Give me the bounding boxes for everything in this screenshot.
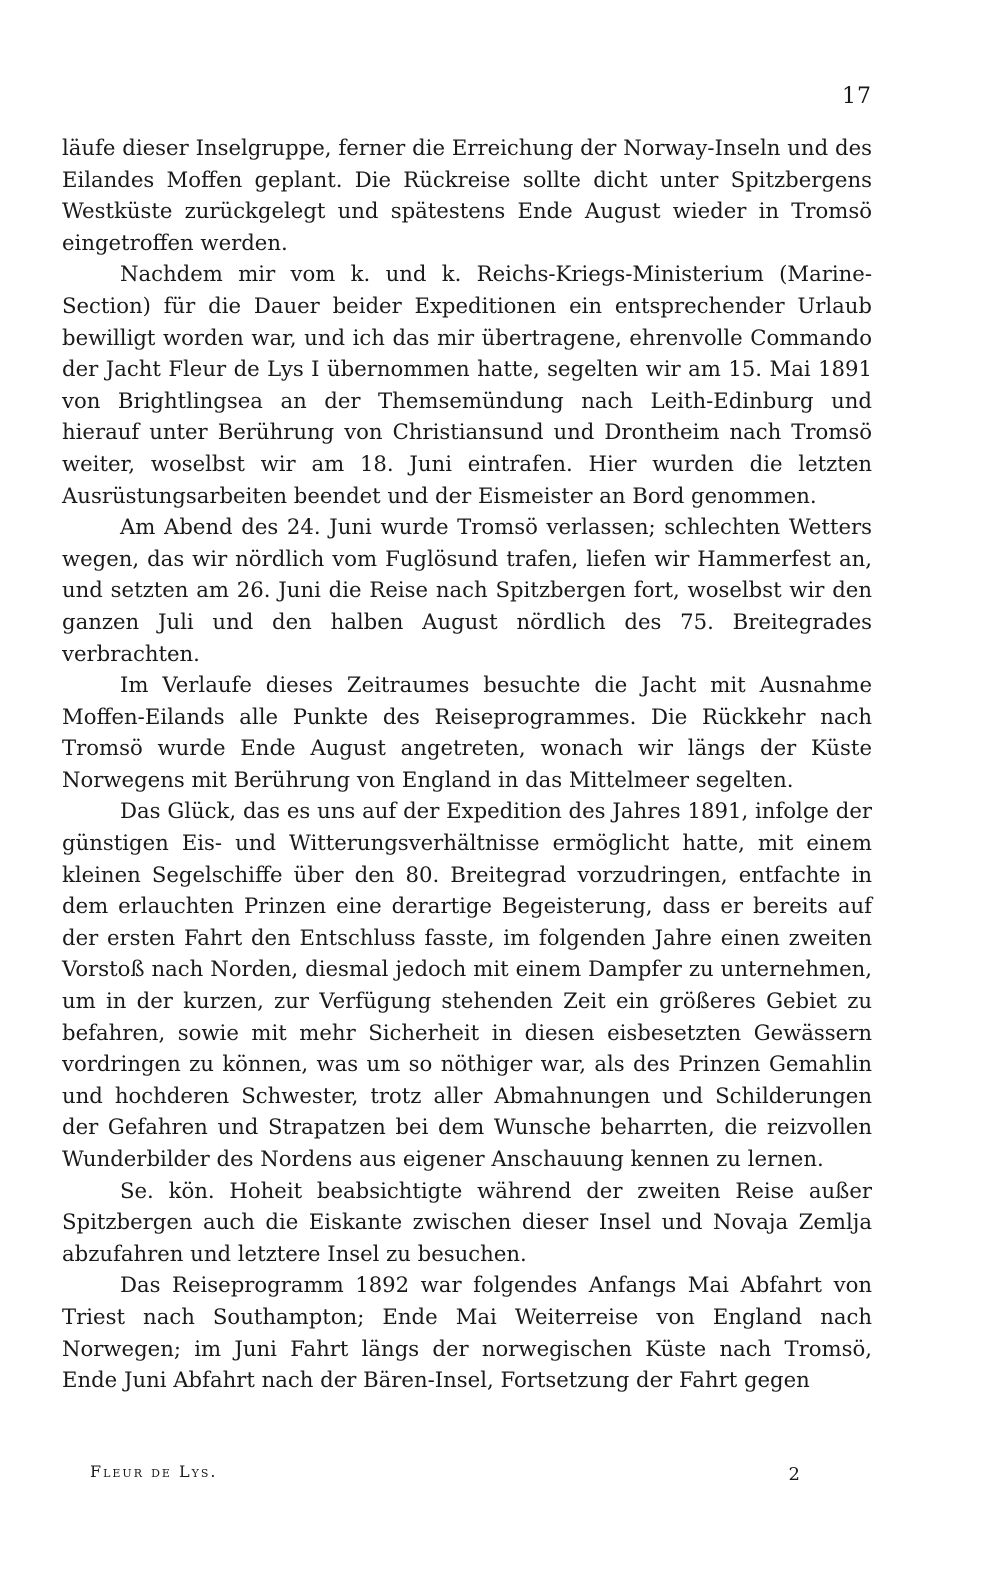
paragraph-5: Das Glück, das es uns auf der Expedition des Jahres 1891, infolge der günstigen Eis- und Witterungsverhältnisse ermöglicht hatte, mit einem kleinen Segelschiffe über den 80. Breitegrad vorzudringen, entfachte in dem erlauchten Prinzen eine derartige Begeisterung, dass er bereits auf der ersten Fahrt den Entschluss fasste, im folgenden Jahre einen zweiten Vorstoß nach Norden, diesmal jedoch mit einem Dampfer zu unternehmen, um in der kurzen, zur Verfügung stehenden Zeit ein größeres Gebiet zu befahren, sowie mit mehr Sicherheit in diesen eisbesetzten Gewässern vordringen zu können, was um so nöthiger war, als des Prinzen Gemahlin und hochderen Schwester, trotz aller Abmahnungen und Schilderungen der Gefahren und Strapatzen bei dem Wunsche beharrten, die reizvollen Wunderbilder des Nordens aus eigener Anschauung kennen zu lernen. bbox=[62, 798, 872, 1171]
paragraph-6: Se. kön. Hoheit beabsichtigte während der zweiten Reise außer Spitzbergen auch die Eiskante zwischen dieser Insel und Novaja Zemlja abzufahren und letztere Insel zu besuchen. bbox=[62, 1177, 872, 1266]
paragraph-4: Im Verlaufe dieses Zeitraumes besuchte die Jacht mit Ausnahme Moffen-Eilands alle Punkte des Reiseprogrammes. Die Rückkehr nach Tromsö wurde Ende August angetreten, wonach wir längs der Küste Norwegens mit Berührung von England in das Mittelmeer segelten. bbox=[62, 672, 872, 792]
sheet-number: 2 bbox=[788, 1464, 800, 1485]
document-page bbox=[62, 0, 872, 1596]
page-footer bbox=[90, 1462, 860, 1485]
footer-signature: Fleur de Lys. bbox=[90, 1462, 218, 1481]
paragraph-1: läufe dieser Inselgruppe, ferner die Erreichung der Norway-Inseln und des Eilandes Moffen geplant. Die Rückreise sollte dicht unter Spitzbergens Westküste zurückgelegt und spätestens Ende August wieder in Tromsö eingetroffen werden. bbox=[62, 135, 872, 255]
paragraph-7: Das Reiseprogramm 1892 war folgendes Anfangs Mai Abfahrt von Triest nach Southampton; Ende Mai Weiterreise von England nach Norwegen; im Juni Fahrt längs der norwegischen Küste nach Tromsö, Ende Juni Abfahrt nach der Bären-Insel, Fortsetzung der Fahrt gegen bbox=[62, 1272, 872, 1393]
page-number: 17 bbox=[842, 84, 872, 109]
paragraph-2: Nachdem mir vom k. und k. Reichs-Kriegs-Ministerium (Marine-Section) für die Dauer beider Expeditionen ein entsprechender Urlaub bewilligt worden war, und ich das mir übertragene, ehrenvolle Commando der Jacht Fleur de Lys I übernommen hatte, segelten wir am 15. Mai 1891 von Brightlingsea an der Themsemündung nach Leith-Edinburg und hierauf unter Berührung von Christiansund und Drontheim nach Tromsö weiter, woselbst wir am 18. Juni eintrafen. Hier wurden die letzten Ausrüstungsarbeiten beendet und der Eismeister an Bord genommen. bbox=[62, 261, 872, 508]
paragraph-3: Am Abend des 24. Juni wurde Tromsö verlassen; schlechten Wetters wegen, das wir nördlich vom Fuglösund trafen, liefen wir Hammerfest an, und setzten am 26. Juni die Reise nach Spitzbergen fort, woselbst wir den ganzen Juli und den halben August nördlich des 75. Breitegrades verbrachten. bbox=[62, 514, 872, 666]
body-text bbox=[62, 132, 872, 1396]
